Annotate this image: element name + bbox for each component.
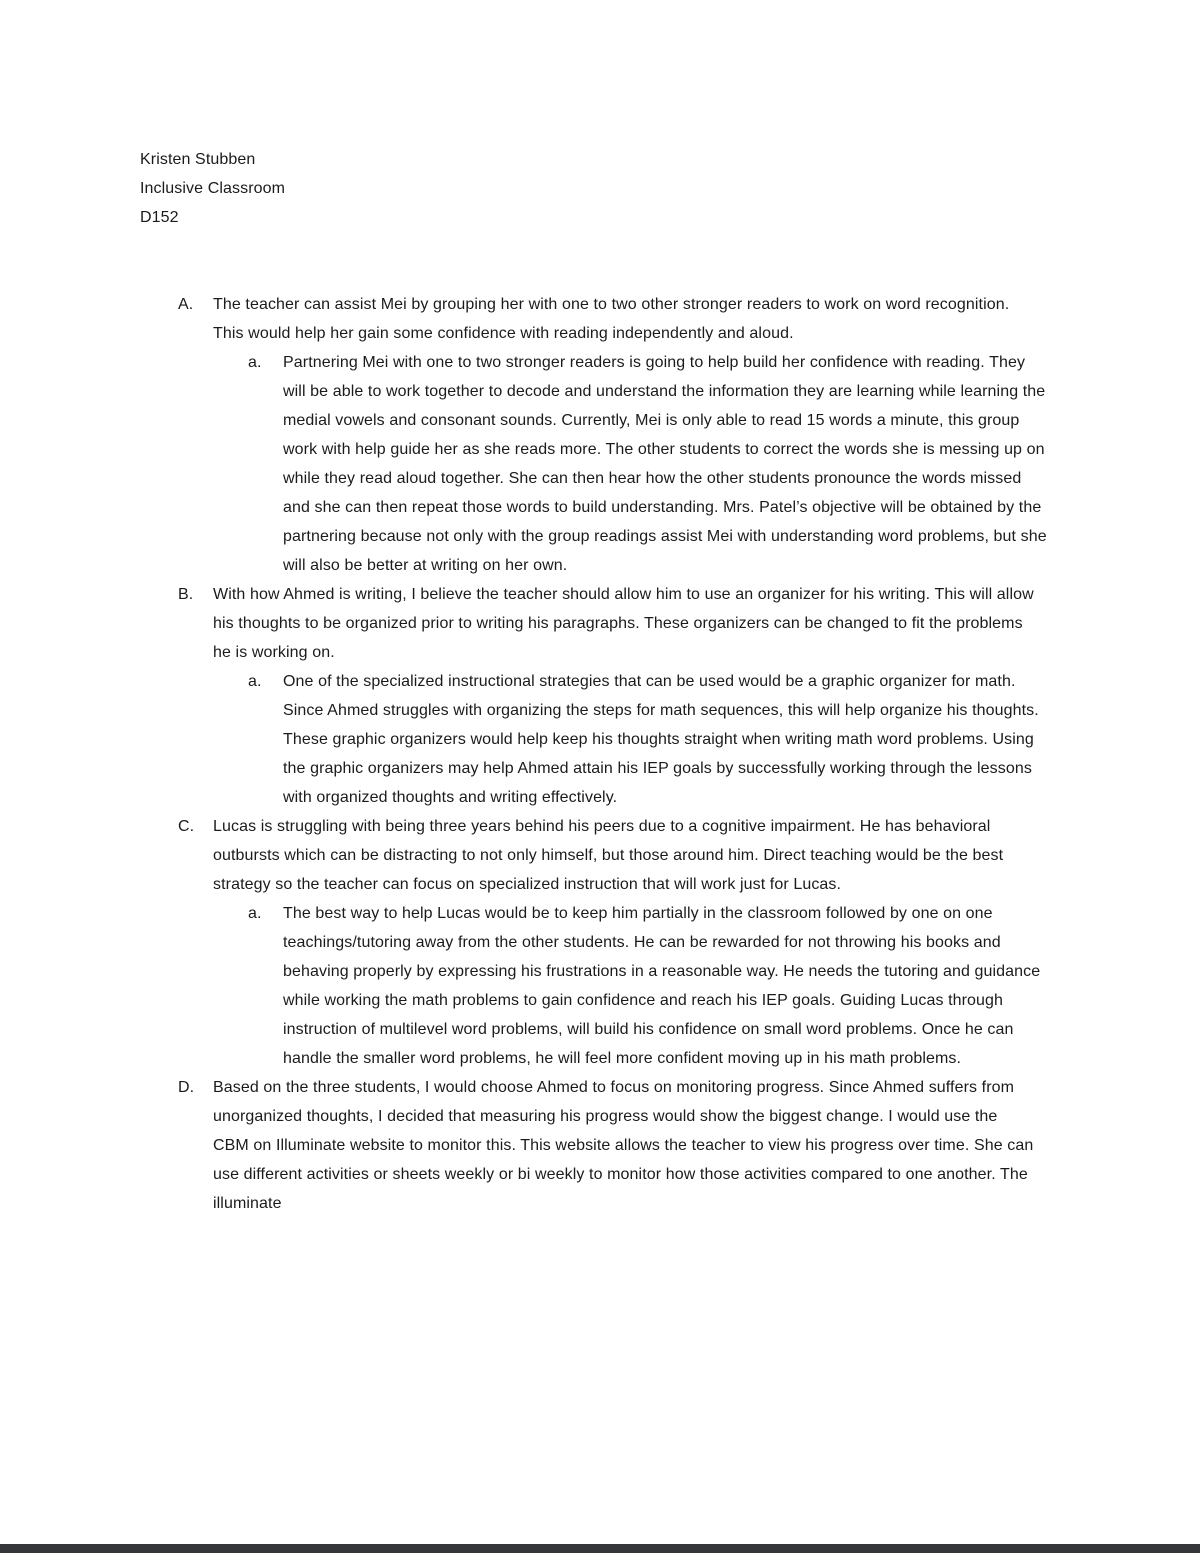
outline-item-d-upper bbox=[140, 1073, 1050, 1218]
viewer-bottom-bar bbox=[0, 1544, 1200, 1553]
outline-marker: A. bbox=[178, 296, 194, 313]
outline-item-a-upper bbox=[140, 290, 1050, 348]
outline-marker: C. bbox=[178, 818, 195, 835]
outline-list bbox=[140, 290, 1050, 1218]
outline-sub-marker: a. bbox=[248, 354, 262, 371]
outline-subitem-c-upper-a bbox=[140, 899, 1050, 1073]
outline-sub-text: The best way to help Lucas would be to keep him partially in the classroom followed by one on one teachings/tutoring away from the other students. He can be rewarded for not throwing his books and behaving properly by expressing his frustrations in a reasonable way. He needs the tutoring and guidance while working the math problems to gain confidence and reach his IEP goals. Guiding Lucas through instruction of multilevel word problems, will build his confidence on small word problems. Once he can handle the smaller word problems, he will feel more confident moving up in his math problems. bbox=[283, 905, 1041, 1067]
course-title: Inclusive Classroom bbox=[140, 180, 286, 197]
outline-item-c-upper bbox=[140, 812, 1050, 899]
document-header bbox=[140, 145, 1050, 232]
outline-subitem-b-upper-a bbox=[140, 667, 1050, 812]
outline-sub-marker: a. bbox=[248, 673, 262, 690]
outline-text: The teacher can assist Mei by grouping her with one to two other stronger readers to work on word recognition. This would help her gain some confidence with reading independently and aloud. bbox=[213, 296, 1010, 342]
outline-subitem-a-upper-a bbox=[140, 348, 1050, 580]
outline-text: Based on the three students, I would choose Ahmed to focus on monitoring progress. Since Ahmed suffers from unorganized thoughts, I decided that measuring his progress would show the biggest change. I would use the CBM on Illuminate website to monitor this. This website allows the teacher to view his progress over time. She can use different activities or sheets weekly or bi weekly to monitor how those activities compared to one another. The illuminate bbox=[213, 1079, 1034, 1212]
outline-item-b-upper bbox=[140, 580, 1050, 667]
outline-text: Lucas is struggling with being three years behind his peers due to a cognitive impairment. He has behavioral outbursts which can be distracting to not only himself, but those around him. Direct teaching would be the best strategy so the teacher can focus on specialized instruction that will work just for Lucas. bbox=[213, 818, 1004, 893]
outline-text: With how Ahmed is writing, I believe the teacher should allow him to use an organizer for his writing. This will allow his thoughts to be organized prior to writing his paragraphs. These organizers can be changed to fit the problems he is working on. bbox=[213, 586, 1034, 661]
outline-marker: D. bbox=[178, 1079, 195, 1096]
outline-marker: B. bbox=[178, 586, 194, 603]
course-code: D152 bbox=[140, 209, 179, 226]
outline-sub-text: Partnering Mei with one to two stronger readers is going to help build her confidence with reading. They will be able to work together to decode and understand the information they are learning while learning the medial vowels and consonant sounds. Currently, Mei is only able to read 15 words a minute, this group work with help guide her as she reads more. The other students to correct the words she is messing up on while they read aloud together. She can then hear how the other students pronounce the words missed and she can then repeat those words to build understanding. Mrs. Patel’s objective will be obtained by the partnering because not only with the group readings assist Mei with understanding word problems, but she will also be better at writing on her own. bbox=[283, 354, 1047, 574]
outline-sub-marker: a. bbox=[248, 905, 262, 922]
outline-sub-text: One of the specialized instructional strategies that can be used would be a graphic organizer for math. Since Ahmed struggles with organizing the steps for math sequences, this will help organize his thoughts. These graphic organizers would help keep his thoughts straight when writing math word problems. Using the graphic organizers may help Ahmed attain his IEP goals by successfully working through the lessons with organized thoughts and writing effectively. bbox=[283, 673, 1039, 806]
author-name: Kristen Stubben bbox=[140, 151, 256, 168]
